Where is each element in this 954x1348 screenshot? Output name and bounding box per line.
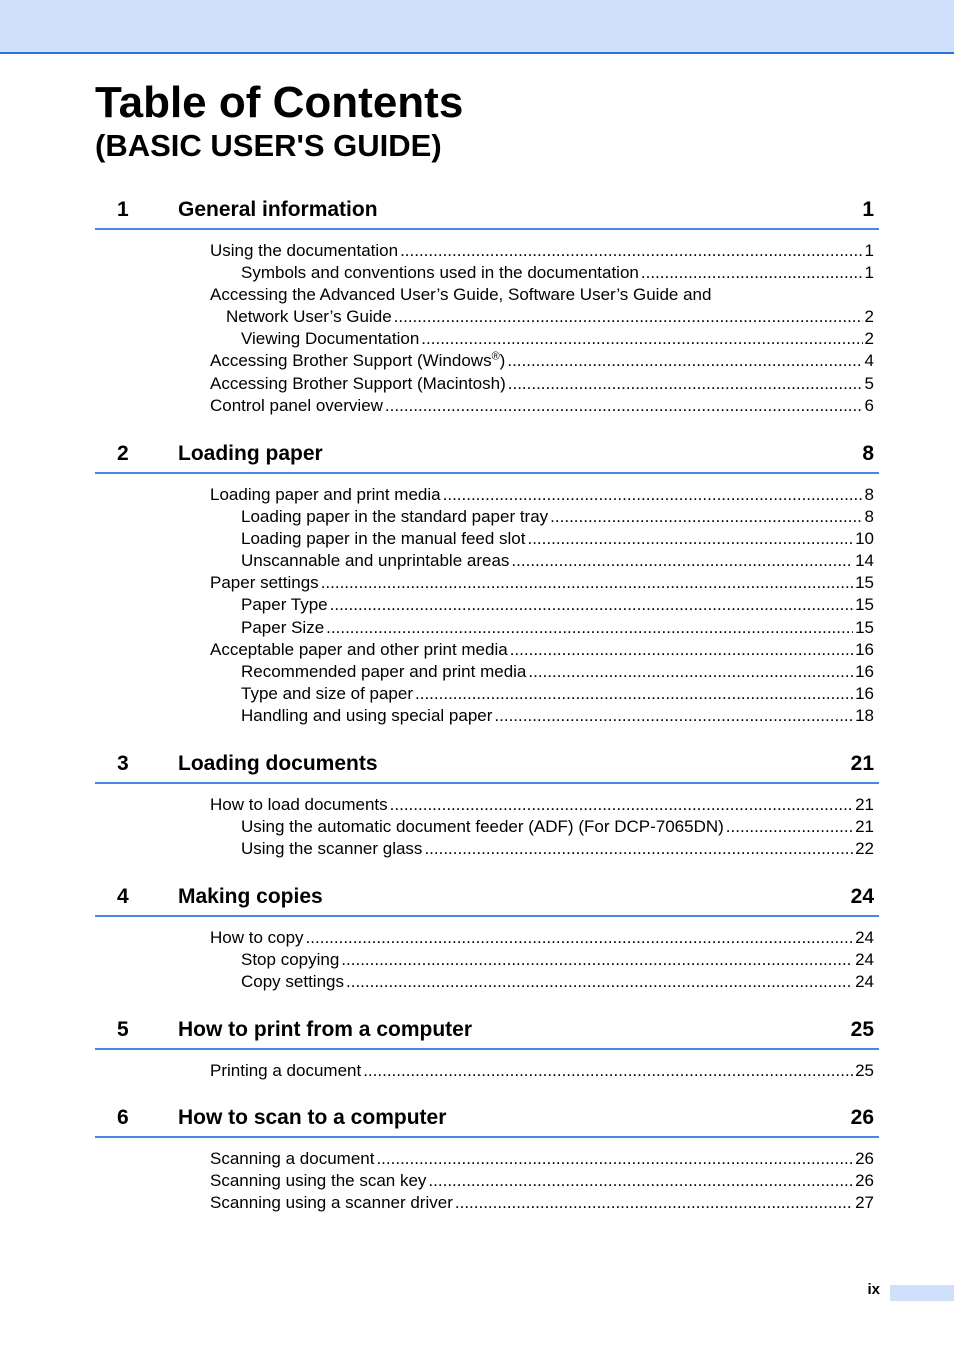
toc-entry-label <box>210 484 443 506</box>
toc-entry[interactable] <box>95 1192 879 1214</box>
toc-entry-text: Symbols and conventions used in the documentation <box>241 263 639 283</box>
dot-leader <box>510 639 853 661</box>
toc-entry-text: How to load documents <box>210 795 388 814</box>
toc-entry[interactable] <box>95 594 879 616</box>
toc-entry[interactable] <box>95 683 879 705</box>
toc-entry-label <box>241 683 415 705</box>
toc-entry[interactable] <box>95 528 879 550</box>
toc-entry-label <box>241 262 641 284</box>
toc-entry-text: Printing a document <box>210 1061 362 1080</box>
dot-leader <box>341 949 853 971</box>
dot-leader <box>346 971 853 993</box>
toc-entry-text: Scanning using the scan key <box>210 1171 427 1191</box>
toc-entry-page: 14 <box>855 551 874 571</box>
dot-leader <box>330 594 853 616</box>
toc-entry-page: 15 <box>855 595 874 615</box>
toc-entry-label <box>210 794 390 816</box>
dot-leader <box>443 484 863 506</box>
toc-entry-page: 8 <box>864 507 874 527</box>
toc-entry-text: Accessing Brother Support (Windows <box>210 351 492 371</box>
top-header-band <box>0 0 954 54</box>
toc-entry-label <box>241 550 511 572</box>
dot-leader <box>726 816 853 838</box>
toc-entry-page: 2 <box>864 307 874 327</box>
toc-entry[interactable] <box>95 284 879 306</box>
toc-entry-page: 27 <box>855 1193 874 1213</box>
toc-entry-page: 1 <box>864 263 874 283</box>
toc-entry-text: Control panel overview <box>210 395 383 415</box>
toc-entry-label <box>226 306 394 328</box>
chapter-title: Making copies <box>178 885 323 908</box>
chapter-entries <box>95 1148 879 1214</box>
toc-entry-text: Loading paper in the manual feed slot <box>241 529 526 549</box>
dot-leader <box>400 240 862 262</box>
toc-entry-text-suffix: ) <box>499 351 506 371</box>
toc-entry-label <box>210 285 713 304</box>
toc-entry-label <box>241 816 726 838</box>
toc-entry-label <box>210 572 321 594</box>
toc-entry-text: Copy settings <box>241 972 344 992</box>
toc-entry-text: How to copy <box>210 928 304 947</box>
toc-entry[interactable] <box>95 661 879 683</box>
dot-leader <box>428 1170 853 1192</box>
toc-entry-text: Scanning using a scanner driver <box>210 1193 453 1213</box>
toc-entry-text: Network User’s Guide <box>226 307 392 327</box>
chapter-page: 26 <box>850 1106 874 1129</box>
toc-entry-text: Paper Size <box>241 617 325 637</box>
chapter-entries <box>95 794 879 860</box>
toc-entry-label <box>241 838 424 860</box>
toc-entry-label <box>210 395 385 417</box>
toc-entry-label <box>210 1192 455 1214</box>
toc-entry-page: 16 <box>855 639 874 659</box>
toc-entry-text: Viewing Documentation <box>241 329 420 349</box>
toc-entry[interactable] <box>95 794 879 816</box>
toc-entry-page: 6 <box>864 395 874 415</box>
toc-entry-text: Using the scanner glass <box>241 839 423 859</box>
dot-leader <box>528 661 853 683</box>
dot-leader <box>390 794 853 816</box>
toc-entry-text: Using the documentation <box>210 241 399 260</box>
toc-entry[interactable] <box>95 262 879 284</box>
toc-entry-text: Type and size of paper <box>241 683 414 703</box>
page-title: Table of Contents <box>95 78 464 127</box>
dot-leader <box>376 1148 853 1170</box>
chapter-section <box>95 1016 879 1082</box>
footer-band <box>890 1285 954 1301</box>
chapter-title: Loading documents <box>178 752 378 775</box>
toc-entry-page: 15 <box>855 617 874 637</box>
toc-entry[interactable] <box>95 240 879 262</box>
chapter-section <box>95 883 879 993</box>
toc-entry-page: 22 <box>855 839 874 859</box>
chapter-heading[interactable] <box>95 1104 879 1138</box>
chapter-number: 2 <box>117 442 129 465</box>
dot-leader <box>511 550 853 572</box>
toc-entry[interactable] <box>95 1148 879 1170</box>
dot-leader <box>321 572 853 594</box>
toc-entry[interactable] <box>95 328 879 350</box>
toc-entry-text: Using the automatic document feeder (ADF) (For DCP-7065DN) <box>241 817 724 837</box>
toc-entry-page: 10 <box>855 529 874 549</box>
toc-entry-text: Handling and using special paper <box>241 705 493 725</box>
toc-entry[interactable] <box>95 927 879 949</box>
toc-entry-page: 4 <box>864 351 874 371</box>
chapter-number: 6 <box>117 1106 129 1129</box>
toc-entry-label <box>210 927 306 949</box>
registered-mark: ® <box>491 350 500 363</box>
toc-entry-label <box>241 328 421 350</box>
toc-entry-label <box>241 949 341 971</box>
toc-entry-page: 26 <box>855 1171 874 1191</box>
chapter-section <box>95 1104 879 1214</box>
toc-entry[interactable] <box>95 306 879 328</box>
chapter-title: How to scan to a computer <box>178 1106 447 1129</box>
chapter-section <box>95 440 879 727</box>
dot-leader <box>641 262 863 284</box>
page-number: ix <box>867 1281 880 1298</box>
toc-entry[interactable] <box>95 617 879 639</box>
toc-entry-page: 21 <box>855 795 874 814</box>
toc-entry-label <box>210 639 510 661</box>
dot-leader <box>455 1192 853 1214</box>
toc-entry-label <box>241 594 330 616</box>
toc-entry-text: Paper settings <box>210 573 319 593</box>
chapter-entries <box>95 484 879 727</box>
dot-leader <box>394 306 863 328</box>
toc-entry[interactable] <box>95 373 879 395</box>
chapter-heading[interactable] <box>95 750 879 784</box>
dot-leader <box>326 617 853 639</box>
toc-entry[interactable] <box>95 572 879 594</box>
toc-entry-label <box>210 1148 376 1170</box>
toc-entry-page: 2 <box>864 329 874 349</box>
chapter-entries <box>95 1060 879 1082</box>
toc-entry-text: Unscannable and unprintable areas <box>241 551 510 571</box>
chapter-heading[interactable] <box>95 883 879 917</box>
chapter-number: 3 <box>117 752 129 775</box>
toc-entry-page: 21 <box>855 817 874 837</box>
chapter-page: 1 <box>862 198 874 221</box>
toc-entry-page: 24 <box>855 972 874 992</box>
toc-entry-label <box>210 240 400 262</box>
chapter-heading[interactable] <box>95 1016 879 1050</box>
dot-leader <box>550 506 862 528</box>
toc-entry-label <box>241 506 550 528</box>
toc-entry[interactable] <box>95 484 879 506</box>
dot-leader <box>363 1060 853 1082</box>
toc-entry-page: 26 <box>855 1149 874 1168</box>
toc-entry-page: 16 <box>855 661 874 681</box>
toc-entry-page: 24 <box>855 928 874 947</box>
chapter-section <box>95 750 879 860</box>
toc-entry-label <box>241 705 494 727</box>
toc-entry-label <box>210 373 508 395</box>
chapter-number: 5 <box>117 1018 129 1041</box>
toc-entry-label <box>210 1170 428 1192</box>
toc-entry-text: Accessing Brother Support (Macintosh) <box>210 373 506 393</box>
toc-entry-text: Acceptable paper and other print media <box>210 639 508 659</box>
toc-entry[interactable] <box>95 350 879 372</box>
chapter-title: How to print from a computer <box>178 1018 472 1041</box>
toc-entry-label <box>210 1060 363 1082</box>
chapter-number: 4 <box>117 885 129 908</box>
page-subtitle: (BASIC USER'S GUIDE) <box>95 128 442 163</box>
toc-entry[interactable] <box>95 705 879 727</box>
toc-entry[interactable] <box>95 550 879 572</box>
chapter-page: 21 <box>850 752 874 775</box>
toc-entry[interactable] <box>95 506 879 528</box>
toc-entry-page: 1 <box>864 241 874 260</box>
toc-entry-page: 5 <box>864 373 874 393</box>
toc-entry-page: 18 <box>855 705 874 725</box>
dot-leader <box>306 927 854 949</box>
toc-entry[interactable] <box>95 949 879 971</box>
toc-entry-label <box>241 528 527 550</box>
toc-entry-text: Loading paper and print media <box>210 485 441 504</box>
chapter-heading[interactable] <box>95 440 879 474</box>
chapter-page: 8 <box>862 442 874 465</box>
toc-entry-text: Stop copying <box>241 950 340 970</box>
toc-entry[interactable] <box>95 395 879 417</box>
chapter-page: 25 <box>850 1018 874 1041</box>
dot-leader <box>424 838 853 860</box>
chapter-title: Loading paper <box>178 442 323 465</box>
toc-entry-text: Recommended paper and print media <box>241 661 527 681</box>
toc-entry-page: 16 <box>855 683 874 703</box>
toc-entry[interactable] <box>95 1170 879 1192</box>
toc-entry-page: 25 <box>855 1061 874 1080</box>
toc-entry[interactable] <box>95 838 879 860</box>
toc-entry-label <box>210 350 507 372</box>
chapter-heading[interactable] <box>95 196 879 230</box>
dot-leader <box>415 683 853 705</box>
toc-entry-label <box>241 661 528 683</box>
toc-entry-text: Scanning a document <box>210 1149 375 1168</box>
toc-entry[interactable] <box>95 639 879 661</box>
dot-leader <box>508 373 863 395</box>
dot-leader <box>507 350 862 372</box>
chapter-entries <box>95 240 879 417</box>
chapter-entries <box>95 927 879 993</box>
chapter-title: General information <box>178 198 378 221</box>
toc-entry-text: Paper Type <box>241 595 328 615</box>
toc-entry[interactable] <box>95 971 879 993</box>
chapter-page: 24 <box>850 885 874 908</box>
toc-entry-page: 24 <box>855 950 874 970</box>
dot-leader <box>385 395 863 417</box>
toc-entry-label <box>241 617 326 639</box>
dot-leader <box>527 528 853 550</box>
chapter-section <box>95 196 879 417</box>
toc-entry-page: 15 <box>855 573 874 593</box>
chapter-number: 1 <box>117 198 129 221</box>
dot-leader <box>421 328 862 350</box>
toc-entry-text: Accessing the Advanced User’s Guide, Software User’s Guide and <box>210 285 712 305</box>
toc-entry-text: Loading paper in the standard paper tray <box>241 507 549 527</box>
toc-entry-label <box>241 971 346 993</box>
toc-entry[interactable] <box>95 1060 879 1082</box>
toc-entry[interactable] <box>95 816 879 838</box>
toc-entry-page: 8 <box>864 485 874 504</box>
dot-leader <box>494 705 853 727</box>
